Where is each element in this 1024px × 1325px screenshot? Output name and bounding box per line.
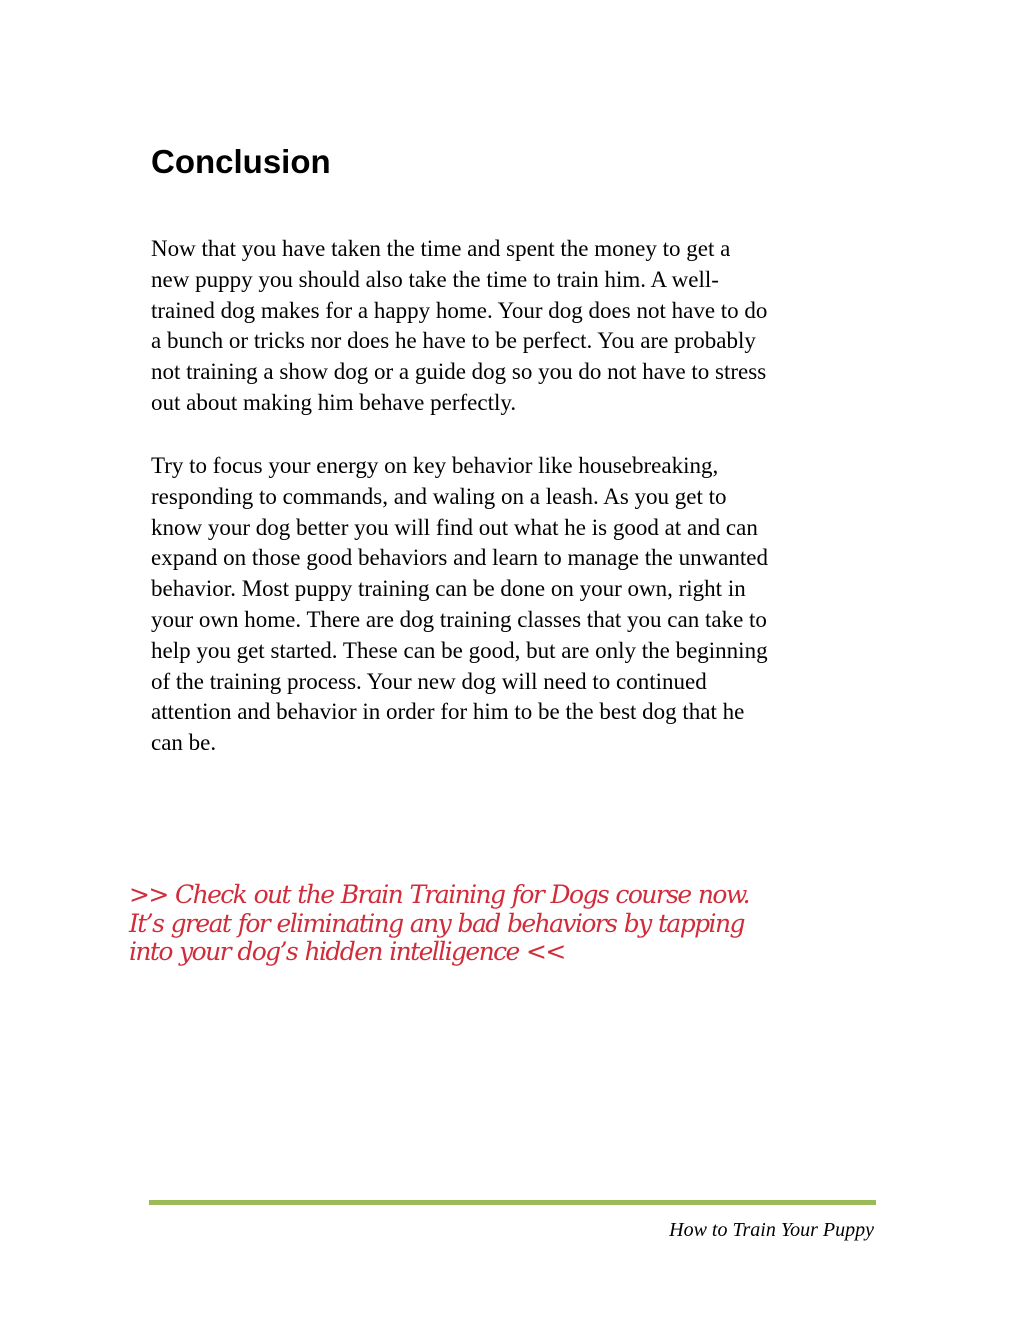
paragraph-2-line: behavior. Most puppy training can be done on your own, right in [151,576,746,602]
paragraph-2-line: responding to commands, and waling on a leash. As you get to [151,483,727,509]
paragraph-2 [151,451,881,759]
section-heading: Conclusion [151,143,331,180]
paragraph-1-line: trained dog makes for a happy home. Your dog does not have to do [151,297,768,323]
brain-training-course-link[interactable] [129,881,929,967]
footer-book-title: How to Train Your Puppy [669,1219,874,1241]
paragraph-2-line: help you get started. These can be good, but are only the beginning [151,637,768,663]
paragraph-2-line: attention and behavior in order for him to be the best dog that he [151,699,745,725]
paragraph-1-line: Now that you have taken the time and spent the money to get a [151,236,731,261]
cta-link-line[interactable]: into your dog’s hidden intelligence << [129,937,565,966]
cta-link-line[interactable]: >> Check out the Brain Training for Dogs course now. [129,880,750,909]
paragraph-2-line: Try to focus your energy on key behavior like housebreaking, [151,453,719,478]
paragraph-2-line: your own home. There are dog training classes that you can take to [151,606,767,632]
paragraph-1-line: new puppy you should also take the time to train him. A well- [151,266,719,292]
paragraph-2-line: know your dog better you will find out what he is good at and can [151,514,758,540]
cta-link-line[interactable]: It’s great for eliminating any bad behaviors by tapping [129,908,744,938]
paragraph-1 [151,234,881,419]
paragraph-1-line: out about making him behave perfectly. [151,389,517,415]
paragraph-1-line: a bunch or tricks nor does he have to be perfect. You are probably [151,328,756,354]
paragraph-2-line: expand on those good behaviors and learn to manage the unwanted [151,545,768,571]
paragraph-2-line: of the training process. Your new dog will need to continued [151,668,707,694]
paragraph-1-line: not training a show dog or a guide dog so you do not have to stress [151,359,767,385]
paragraph-2-line: can be. [151,730,217,756]
footer-divider [149,1200,876,1205]
